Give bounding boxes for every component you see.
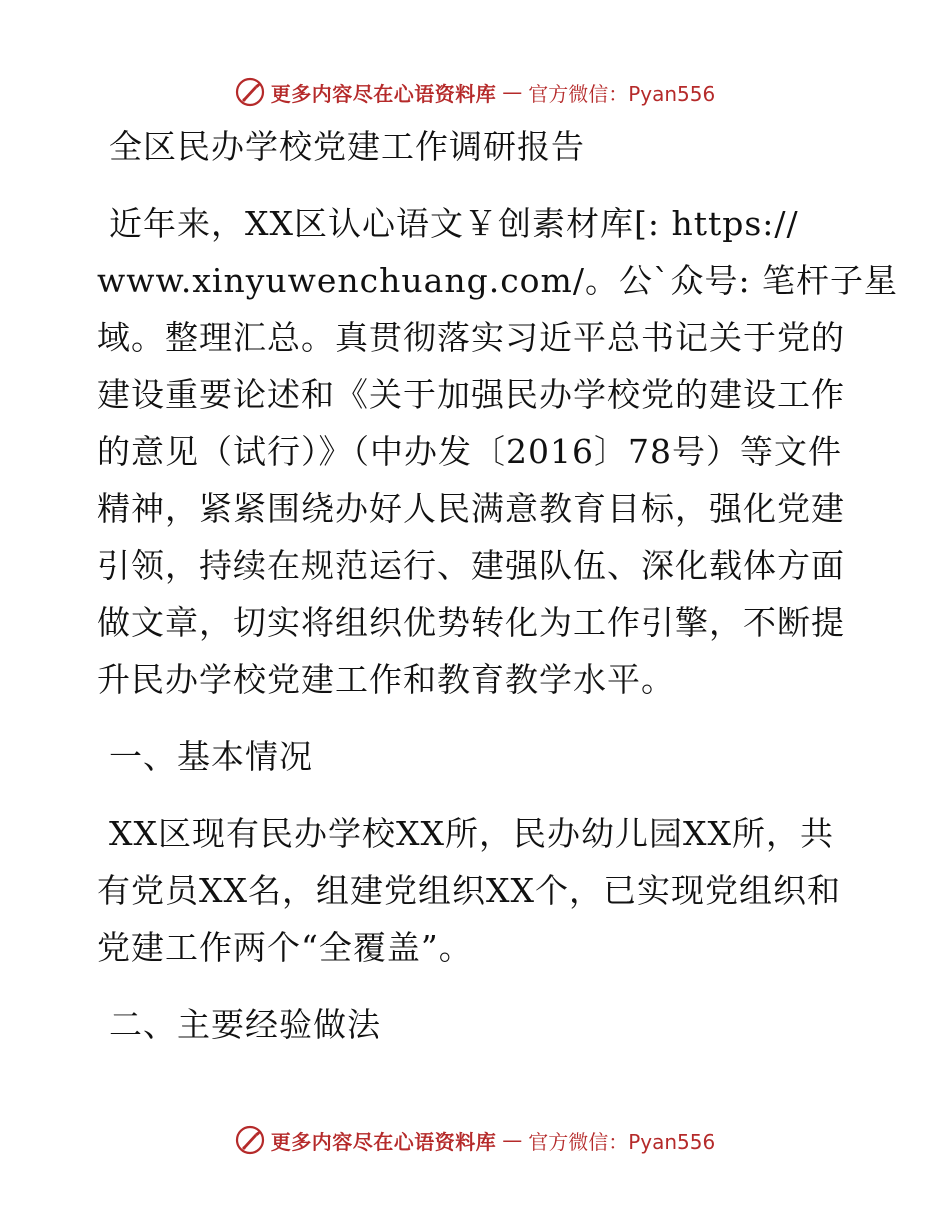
header-banner <box>0 72 950 112</box>
section1-line: 有党员XX名，组建党组织XX个，已实现党组织和 <box>97 871 841 910</box>
intro-line: 的意见（试行）》（中办发〔2016〕78号）等文件 <box>97 432 842 471</box>
banner-text: 更多内容尽在心语资料库 <box>270 81 497 106</box>
document-body <box>97 118 899 1073</box>
banner-wechat: 官方微信：Pyan556 <box>528 81 716 106</box>
section-heading-basic: 一、基本情况 <box>109 737 313 776</box>
intro-line: 升民办学校党建工作和教育教学水平。 <box>97 660 675 699</box>
feather-pen-logo-icon <box>235 1125 265 1155</box>
banner-dash: — <box>502 80 523 104</box>
intro-line: 做文章，切实将组织优势转化为工作引擎，不断提 <box>97 603 845 642</box>
intro-line: www.xinyuwenchuang.com/。公`众号: 笔杆子星 <box>97 261 899 300</box>
intro-line: 引领，持续在规范运行、建强队伍、深化载体方面 <box>97 546 845 585</box>
banner-wechat: 官方微信：Pyan556 <box>528 1129 716 1154</box>
banner-text: 更多内容尽在心语资料库 <box>270 1129 497 1154</box>
intro-line: 建设重要论述和《关于加强民办学校党的建设工作 <box>97 375 845 414</box>
intro-line: 精神，紧紧围绕办好人民满意教育目标，强化党建 <box>97 489 845 528</box>
section1-line: 党建工作两个“全覆盖”。 <box>97 928 473 967</box>
intro-paragraph <box>97 195 899 708</box>
document-title: 全区民办学校党建工作调研报告 <box>109 127 585 166</box>
intro-line: 域。整理汇总。真贯彻落实习近平总书记关于党的 <box>97 318 845 357</box>
banner-dash: — <box>502 1128 523 1152</box>
section-heading-experience: 二、主要经验做法 <box>109 1005 381 1044</box>
footer-banner <box>0 1120 950 1160</box>
section1-line: XX区现有民办学校XX所，民办幼儿园XX所，共 <box>109 814 834 853</box>
intro-line: 近年来，XX区认心语文￥创素材库[: https:// <box>109 204 799 243</box>
section1-paragraph <box>97 805 857 976</box>
feather-pen-logo-icon <box>235 77 265 107</box>
